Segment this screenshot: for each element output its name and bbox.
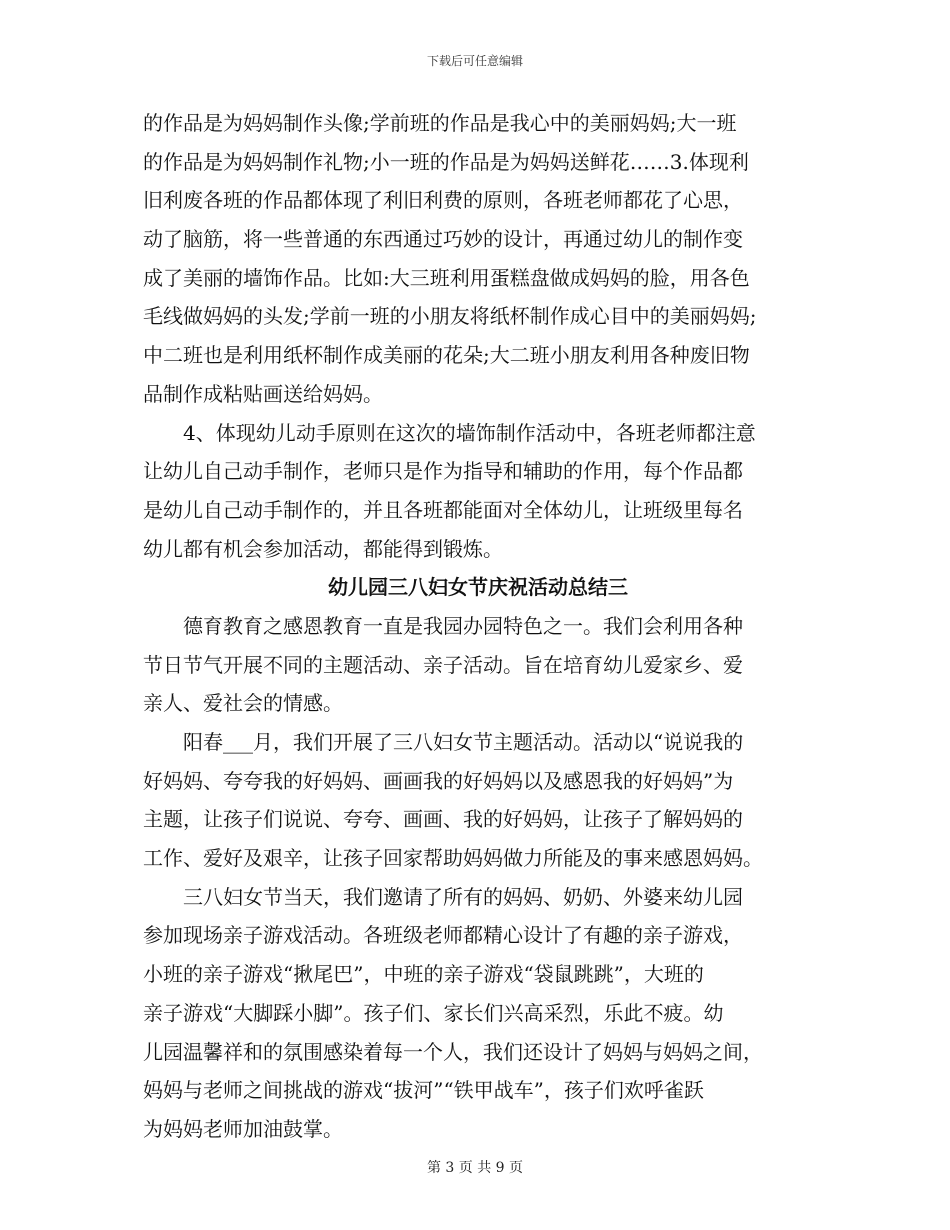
text-line: 动了脑筋，将一些普通的东西通过巧妙的设计，再通过幼儿的制作变 bbox=[143, 227, 743, 252]
text-line: 是幼儿自己动手制作的，并且各班都能面对全体幼儿，让班级里每名 bbox=[143, 497, 743, 522]
text-line: 节日节气开展不同的主题活动、亲子活动。旨在培育幼儿爱家乡、爱 bbox=[143, 652, 743, 677]
text-line: 中二班也是利用纸杯制作成美丽的花朵;大二班小朋友利用各种废旧物 bbox=[143, 343, 750, 368]
text-line: 主题，让孩子们说说、夸夸、画画、我的好妈妈，让孩子了解妈妈的 bbox=[143, 807, 743, 832]
page-header: 下载后可任意编辑 bbox=[426, 54, 523, 68]
text-line: 品制作成粘贴画送给妈妈。 bbox=[143, 381, 383, 406]
text-line: 妈妈与老师之间挑战的游戏“拔河”“铁甲战车”，孩子们欢呼雀跃 bbox=[143, 1078, 704, 1103]
text-line: 成了美丽的墙饰作品。比如:大三班利用蛋糕盘做成妈妈的脸，用各色 bbox=[143, 265, 750, 290]
text-line: 幼儿都有机会参加活动，都能得到锻炼。 bbox=[143, 536, 503, 561]
text-line: 亲子游戏“大脚踩小脚”。孩子们、家长们兴高采烈，乐此不疲。幼 bbox=[143, 1000, 724, 1025]
text-line: 的作品是为妈妈制作头像;学前班的作品是我心中的美丽妈妈;大一班 bbox=[143, 111, 737, 135]
text-line: 让幼儿自己动手制作，老师只是作为指导和辅助的作用，每个作品都 bbox=[143, 459, 743, 484]
text-line: 亲人、爱社会的情感。 bbox=[143, 691, 343, 716]
text-line: 毛线做妈妈的头发;学前一班的小朋友将纸杯制作成心目中的美丽妈妈; bbox=[143, 304, 757, 329]
page-footer: 第 3 页 共 9 页 bbox=[426, 1160, 524, 1176]
text-line: 为妈妈老师加油鼓掌。 bbox=[143, 1116, 343, 1141]
text-line: 参加现场亲子游戏活动。各班级老师都精心设计了有趣的亲子游戏， bbox=[143, 923, 743, 948]
text-line: 儿园温馨祥和的氛围感染着每一个人，我们还设计了妈妈与妈妈之间， bbox=[143, 1039, 763, 1064]
text-line: 工作、爱好及艰辛，让孩子回家帮助妈妈做力所能及的事来感恩妈妈。 bbox=[143, 846, 763, 871]
paragraph-start-line: 4、体现幼儿动手原则在这次的墙饰制作活动中，各班老师都注意 bbox=[183, 420, 756, 445]
paragraph-start-line: 阳春___月，我们开展了三八妇女节主题活动。活动以“说说我的 bbox=[183, 730, 744, 754]
text-line: 好妈妈、夸夸我的好妈妈、画画我的好妈妈以及感恩我的好妈妈”为 bbox=[143, 768, 734, 793]
paragraph-start-line: 三八妇女节当天，我们邀请了所有的妈妈、奶奶、外婆来幼儿园 bbox=[183, 884, 743, 909]
paragraph-start-line: 德育教育之感恩教育一直是我园办园特色之一。我们会利用各种 bbox=[183, 613, 743, 638]
text-line: 小班的亲子游戏“揪尾巴”，中班的亲子游戏“袋鼠跳跳”，大班的 bbox=[143, 962, 704, 987]
text-line: 旧利废各班的作品都体现了利旧利费的原则，各班老师都花了心思， bbox=[143, 188, 743, 213]
document-body bbox=[143, 104, 813, 1149]
section-title: 幼儿园三八妇女节庆祝活动总结三 bbox=[328, 575, 628, 600]
text-line: 的作品是为妈妈制作礼物;小一班的作品是为妈妈送鲜花……3.体现利 bbox=[143, 149, 749, 174]
